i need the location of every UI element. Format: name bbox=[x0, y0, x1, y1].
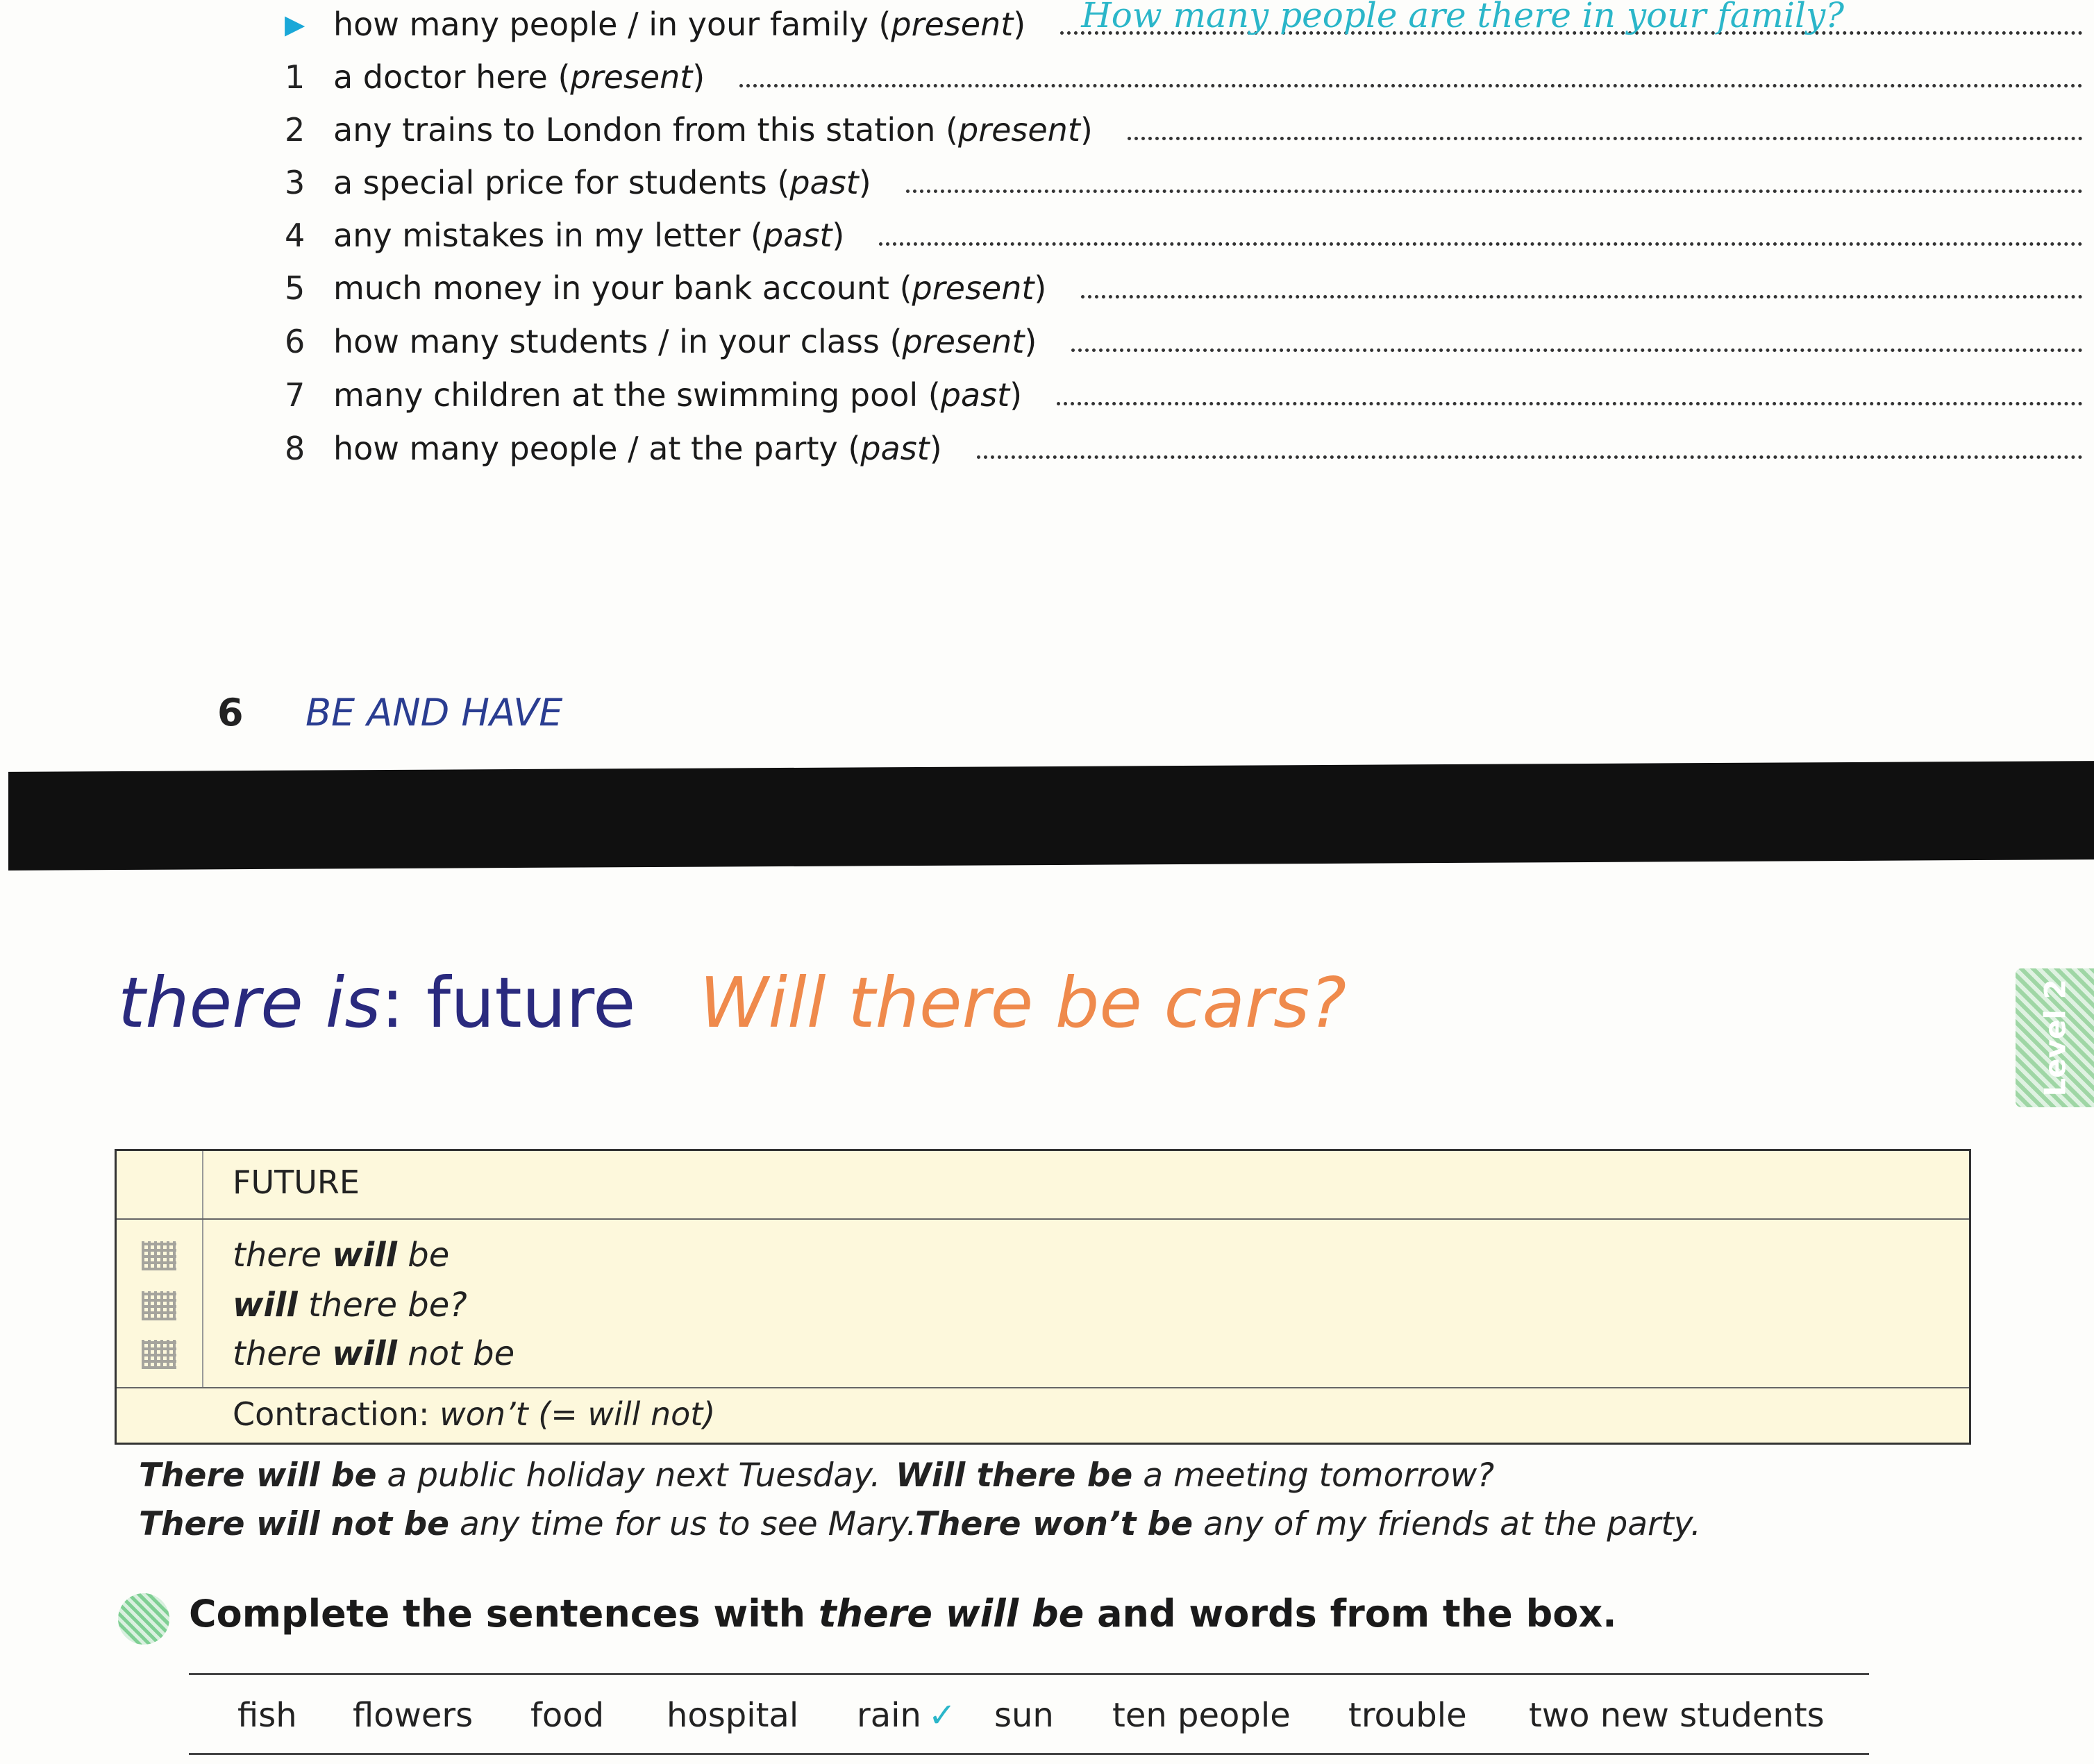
affirmative-icon bbox=[142, 1241, 176, 1270]
exercise-item bbox=[285, 371, 2083, 419]
answer-line[interactable] bbox=[1060, 0, 2083, 35]
item-number: 7 bbox=[285, 376, 305, 414]
item-number: 4 bbox=[285, 217, 305, 254]
word-box-item: flowers bbox=[353, 1696, 474, 1735]
grammar-box-rule bbox=[117, 1387, 1969, 1388]
grammar-row-question: will there be? bbox=[233, 1286, 467, 1325]
item-prompt: how many students / in your class (present) bbox=[333, 323, 1037, 360]
word-box-item: ten people bbox=[1112, 1696, 1291, 1735]
word-box-item: fish bbox=[237, 1696, 297, 1735]
word-box-item: hospital bbox=[667, 1696, 799, 1735]
word-box-item: two new students bbox=[1529, 1696, 1825, 1735]
unit-title-colon: : bbox=[380, 962, 405, 1043]
answer-line[interactable] bbox=[977, 423, 2083, 459]
answer-line[interactable] bbox=[1081, 263, 2083, 299]
item-prompt: much money in your bank account (present) bbox=[333, 269, 1047, 307]
check-icon: ✓ bbox=[928, 1696, 957, 1735]
unit-title bbox=[118, 962, 1347, 1043]
grammar-box bbox=[115, 1149, 1971, 1445]
item-number: 2 bbox=[285, 111, 305, 149]
item-prompt: many children at the swimming pool (past) bbox=[333, 376, 1023, 414]
grammar-box-header: FUTURE bbox=[233, 1164, 360, 1201]
unit-title-part1: there is bbox=[118, 962, 381, 1043]
exercise-item bbox=[285, 211, 2083, 260]
level-tab-label: Level 2 bbox=[2038, 979, 2072, 1097]
section-title: BE AND HAVE bbox=[305, 691, 563, 734]
unit-title-part2: future bbox=[426, 962, 636, 1043]
handwritten-answer: How many people are there in your family? bbox=[1081, 0, 1845, 35]
example-sentence: There won’t be any of my friends at the party. bbox=[915, 1505, 1701, 1543]
exercise-number-icon bbox=[118, 1593, 169, 1645]
answer-line[interactable] bbox=[1071, 317, 2083, 352]
exercise-item bbox=[285, 424, 2083, 473]
word-box-item: trouble bbox=[1348, 1696, 1467, 1735]
page-gap-band bbox=[8, 761, 2094, 871]
exercise-item bbox=[285, 317, 2083, 366]
answer-line[interactable] bbox=[739, 52, 2083, 87]
example-item bbox=[285, 0, 2083, 49]
negative-icon bbox=[142, 1340, 176, 1369]
page-number: 6 bbox=[217, 691, 244, 734]
item-prompt: any mistakes in my letter (past) bbox=[333, 217, 845, 254]
unit-subtitle: Will there be cars? bbox=[699, 962, 1347, 1043]
word-box bbox=[189, 1673, 1869, 1755]
item-prompt: a special price for students (past) bbox=[333, 164, 871, 201]
example-sentence: There will not be any time for us to see Mary. bbox=[139, 1505, 917, 1543]
item-prompt: how many people / at the party (past) bbox=[333, 430, 942, 467]
level-tab bbox=[2016, 968, 2094, 1107]
item-prompt: how many people / in your family (present) bbox=[333, 6, 1026, 43]
item-number: 3 bbox=[285, 164, 305, 201]
item-number: 1 bbox=[285, 58, 305, 96]
exercise-item bbox=[285, 106, 2083, 154]
exercise-item bbox=[285, 158, 2083, 207]
question-icon bbox=[142, 1291, 176, 1320]
word-box-item: sun bbox=[994, 1696, 1054, 1735]
example-sentence: Will there be a meeting tomorrow? bbox=[896, 1456, 1495, 1495]
answer-line[interactable] bbox=[906, 158, 2083, 193]
item-number: 6 bbox=[285, 323, 305, 360]
answer-line[interactable] bbox=[1128, 105, 2083, 140]
item-number: 5 bbox=[285, 269, 305, 307]
exercise-instruction: Complete the sentences with there will be and words from the box. bbox=[189, 1592, 1617, 1636]
grammar-box-divider bbox=[202, 1151, 203, 1387]
item-prompt: a doctor here (present) bbox=[333, 58, 705, 96]
exercise-item bbox=[285, 264, 2083, 312]
word-box-item: rain ✓ bbox=[857, 1696, 957, 1735]
answer-line[interactable] bbox=[1057, 370, 2083, 405]
answer-line[interactable] bbox=[879, 210, 2083, 246]
grammar-row-negative: there will not be bbox=[233, 1334, 515, 1373]
grammar-row-affirmative: there will be bbox=[233, 1236, 450, 1275]
item-number: 8 bbox=[285, 430, 305, 467]
contraction-note: Contraction: won’t (= will not) bbox=[233, 1395, 716, 1433]
example-arrow-icon: ▶ bbox=[285, 9, 305, 40]
item-prompt: any trains to London from this station (present) bbox=[333, 111, 1093, 149]
grammar-box-rule bbox=[117, 1218, 1969, 1220]
exercise-item bbox=[285, 53, 2083, 101]
word-box-item: food bbox=[530, 1696, 605, 1735]
example-sentence: There will be a public holiday next Tuesday. bbox=[139, 1456, 881, 1495]
